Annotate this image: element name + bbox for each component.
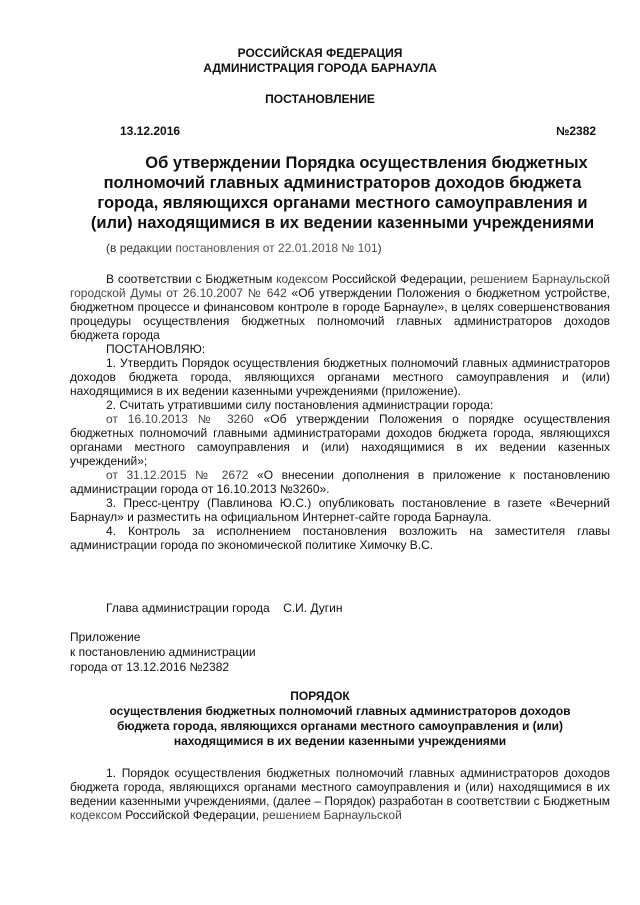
item-3: 3. Пресс-центру (Павлинова Ю.С.) опубликовать постановление в газете «Вечерний Барнаул» и разместить на официальном Интернет-сайте города Барнаула.	[70, 496, 610, 524]
preamble-text: В соответствии с Бюджетным	[106, 272, 277, 286]
preamble-paragraph	[70, 272, 610, 342]
doc-title-line: (или) находящимися в их ведении казенными учреждениями	[90, 214, 595, 232]
appendix-line: города от 13.12.2016 №2382	[70, 660, 230, 674]
order-section-1	[70, 766, 610, 822]
item-1: 1. Утвердить Порядок осуществления бюджетных полномочий главных администраторов доходов бюджета города, являющихся органами местного самоуправления и (или) находящимися в их ведении казенными учреждениями (приложение).	[70, 356, 610, 398]
order-body	[70, 766, 610, 822]
order-subtitle-line: осуществления бюджетных полномочий главных администраторов доходов	[109, 704, 571, 718]
order-title: ПОРЯДОК	[290, 689, 350, 703]
header-administration: АДМИНИСТРАЦИЯ ГОРОДА БАРНАУЛА	[203, 61, 437, 75]
edition-note	[106, 241, 382, 255]
order-subtitle-line: бюджета города, являющихся органами местного самоуправления и (или)	[116, 719, 564, 733]
header-doc-type: ПОСТАНОВЛЕНИЕ	[265, 92, 375, 106]
order-subtitle	[80, 704, 600, 749]
duma-decision-link[interactable]: решением Барнаульской городской Думы от 26.10.2007 № 642	[70, 272, 610, 300]
item-2: 2. Считать утратившими силу постановления администрации города:	[106, 398, 494, 412]
signature-position: Глава администрации города	[106, 601, 270, 615]
preamble-text: Российской Федерации,	[328, 272, 471, 286]
doc-title-line: полномочий главных администраторов доходов бюджета	[103, 174, 582, 192]
doc-title-line: Об утверждении Порядка осуществления бюджетных	[145, 154, 588, 172]
item-4: 4. Контроль за исполнением постановления возложить на заместителя главы администрации города по экономической политике Химочку В.С.	[70, 524, 610, 552]
order-text: Российской Федерации,	[121, 808, 263, 822]
item-2a	[70, 412, 610, 468]
edition-suffix: )	[377, 241, 382, 255]
edition-link[interactable]: постановления от 22.01.2018 № 101	[175, 241, 378, 255]
decree-body	[70, 272, 610, 552]
order-text: 1. Порядок осуществления бюджетных полномочий главных администраторов доходов бюджета города, являющихся органами местного самоуправления и (или) находящимися в их ведении казенными учреждениями, (далее – Порядок) разработан в соответствии с Бюджетным	[70, 766, 610, 808]
item-2a-text: «Об утверждении Положения о порядке осуществления бюджетных полномочий главными администраторами доходов бюджета города, являющихся органами местного самоуправления и (или) находящимися в их ведении казенных учреждений»;	[70, 412, 610, 468]
appendix-line: к постановлению администрации	[70, 645, 256, 659]
budget-code-link[interactable]: кодексом	[276, 272, 329, 286]
appendix-line: Приложение	[70, 630, 141, 644]
doc-title-line: города, являющихся органами местного самоуправления и	[97, 194, 588, 212]
preamble-text: «Об утверждении Положения о бюджетном устройстве, бюджетном процессе и финансовом контроле в городе Барнауле», в целях совершенствования процедуры осуществления бюджетных полномочий главных администраторов доходов бюджета города	[70, 286, 610, 342]
doc-number: №2382	[556, 124, 597, 138]
header-country: РОССИЙСКАЯ ФЕДЕРАЦИЯ	[237, 46, 403, 60]
edition-prefix: (в редакции	[106, 241, 176, 255]
decree-2672-link[interactable]: от 31.12.2015 № 2672	[106, 468, 249, 482]
appendix-block	[70, 630, 256, 675]
signature-line	[106, 601, 342, 615]
duma-decision-link[interactable]: решением Барнаульской	[262, 808, 402, 822]
doc-date: 13.12.2016	[120, 124, 181, 138]
order-subtitle-line: находящимися в их ведении казенными учреждениями	[173, 734, 507, 748]
signature-name: С.И. Дугин	[283, 601, 343, 615]
postanovlyayu: ПОСТАНОВЛЯЮ:	[106, 342, 206, 356]
item-2b	[70, 468, 610, 496]
budget-code-link[interactable]: кодексом	[70, 808, 122, 822]
decree-3260-link[interactable]: от 16.10.2013 № 3260	[106, 412, 254, 426]
item-2b-text: «О внесении дополнения в приложение к постановлению администрации города от 16.10.2013 №3260».	[70, 468, 610, 496]
doc-title	[70, 153, 615, 233]
